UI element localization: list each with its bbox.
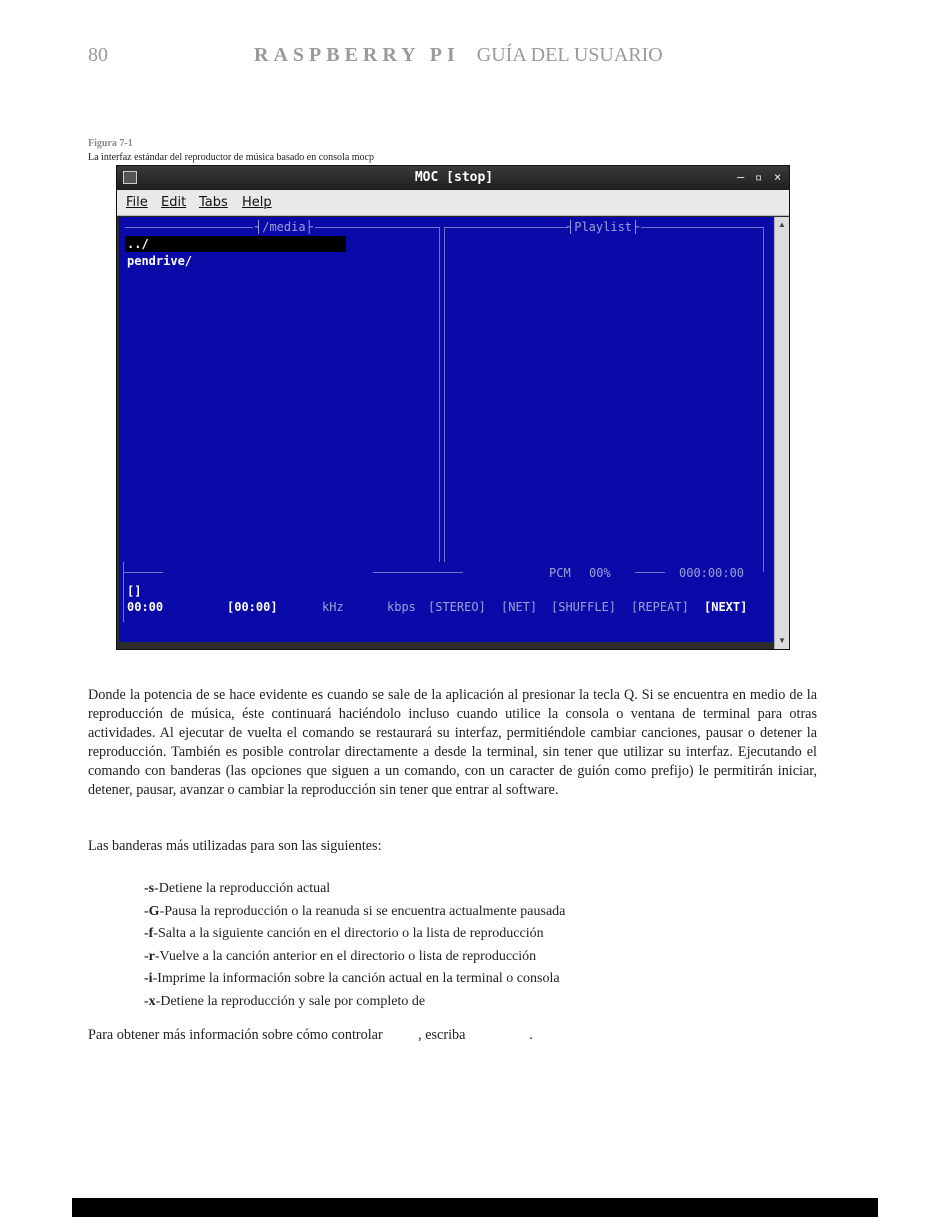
stereo-flag: [STEREO] — [428, 600, 486, 614]
right-panel-top-border — [444, 227, 568, 228]
page-number: 80 — [88, 44, 108, 66]
left-panel-top-border — [125, 227, 253, 228]
flag-item: -r-Vuelve a la canción anterior en el directorio o lista de reproducción — [144, 948, 537, 964]
left-panel-right-border — [439, 227, 440, 562]
scroll-down-icon[interactable]: ▼ — [778, 636, 786, 645]
moc-screen — [119, 217, 773, 642]
right-panel-title: ┤Playlist├ — [567, 220, 640, 234]
left-panel-top-border-right — [315, 227, 439, 228]
mixer-label: PCM — [549, 566, 571, 580]
right-panel-right-border — [763, 227, 764, 572]
book-title-rest: GUÍA DEL USUARIO — [476, 44, 663, 66]
window-title: MOC [stop] — [414, 170, 494, 185]
body-paragraph-1: Donde la potencia de se hace evidente es cuando se sale de la aplicación al presionar la tecla Q. Si se encuentra en medio de la reproducción de música, éste continuará haciéndolo incluso cuando utilice la consola o ventana de terminal para otras actividades. Al ejecutar de vuelta el comando se restaurará su interfaz, permitiéndole cambiar canciones, pausar o detener la reproducción. También es posible controlar directamente a desde la terminal, sin tener que utilizar su interfaz. Ejecutando el comando con banderas (las opciones que siguen a un comando, con un caracter de guión como prefijo) le permitirán iniciar, detener, pausar, avanzar o cambiar la reproducción sin tener que entrar al software. — [88, 687, 817, 798]
flag-item: -x-Detiene la reproducción y sale por completo de — [144, 993, 426, 1009]
file-item-pendrive[interactable]: pendrive/ — [127, 254, 193, 268]
total-time: 000:00:00 — [679, 566, 745, 580]
flag-item: -G-Pausa la reproducción o la reanuda si se encuentra actualmente pausada — [144, 903, 566, 919]
status-left-border — [123, 562, 124, 622]
repeat-flag: [REPEAT] — [631, 600, 689, 614]
terminal-scrollbar[interactable] — [774, 217, 789, 649]
book-title-brand: RASPBERRY PI — [254, 44, 460, 66]
flag-item: -s-Detiene la reproducción actual — [144, 881, 331, 896]
status-rule-left — [123, 572, 163, 573]
flag-item: -f-Salta a la siguiente canción en el directorio o la lista de reproducción — [144, 926, 544, 941]
right-panel-top-border-right — [641, 227, 763, 228]
menu-file[interactable]: File — [126, 195, 148, 210]
menu-tabs[interactable]: Tabs — [199, 195, 228, 210]
terminal-screenshot — [116, 165, 790, 650]
khz-label: kHz — [322, 600, 344, 614]
next-flag: [NEXT] — [704, 600, 748, 614]
menu-edit[interactable]: Edit — [161, 195, 187, 210]
maximize-icon[interactable]: ▫ — [755, 170, 763, 184]
close-icon[interactable]: × — [774, 170, 782, 184]
menu-help[interactable]: Help — [242, 195, 272, 210]
file-item-parent[interactable]: ../ — [127, 237, 149, 251]
right-panel-left-border — [444, 227, 445, 562]
footer-bar — [72, 1198, 878, 1217]
play-state-indicator: [] — [127, 584, 142, 598]
volume-value: 00% — [589, 566, 611, 580]
body-paragraph-3: Para obtener más información sobre cómo controlar , escriba . — [88, 1027, 533, 1043]
current-position: 00:00 — [127, 600, 164, 614]
flag-list — [144, 878, 565, 1013]
body-paragraph-2: Las banderas más utilizadas para son las siguientes: — [88, 838, 382, 854]
net-flag: [NET] — [501, 600, 538, 614]
running-header — [254, 44, 663, 67]
figure-caption: La interfaz estándar del reproductor de música basado en consola mocp — [88, 152, 374, 163]
selected-row-highlight — [125, 236, 346, 252]
shuffle-flag: [SHUFFLE] — [551, 600, 617, 614]
status-rule-volume — [635, 572, 665, 573]
scroll-up-icon[interactable]: ▲ — [778, 220, 786, 229]
kbps-label: kbps — [387, 600, 416, 614]
status-rule-middle — [373, 572, 463, 573]
left-panel-title: ┤/media├ — [255, 220, 313, 234]
track-duration: [00:00] — [227, 600, 278, 614]
window-titlebar — [117, 166, 790, 190]
minimize-icon[interactable]: ‒ — [737, 170, 745, 184]
figure-label: Figura 7-1 — [88, 138, 133, 149]
flag-item: -i-Imprime la información sobre la canción actual en la terminal o consola — [144, 971, 560, 986]
menu-bar — [117, 190, 790, 216]
